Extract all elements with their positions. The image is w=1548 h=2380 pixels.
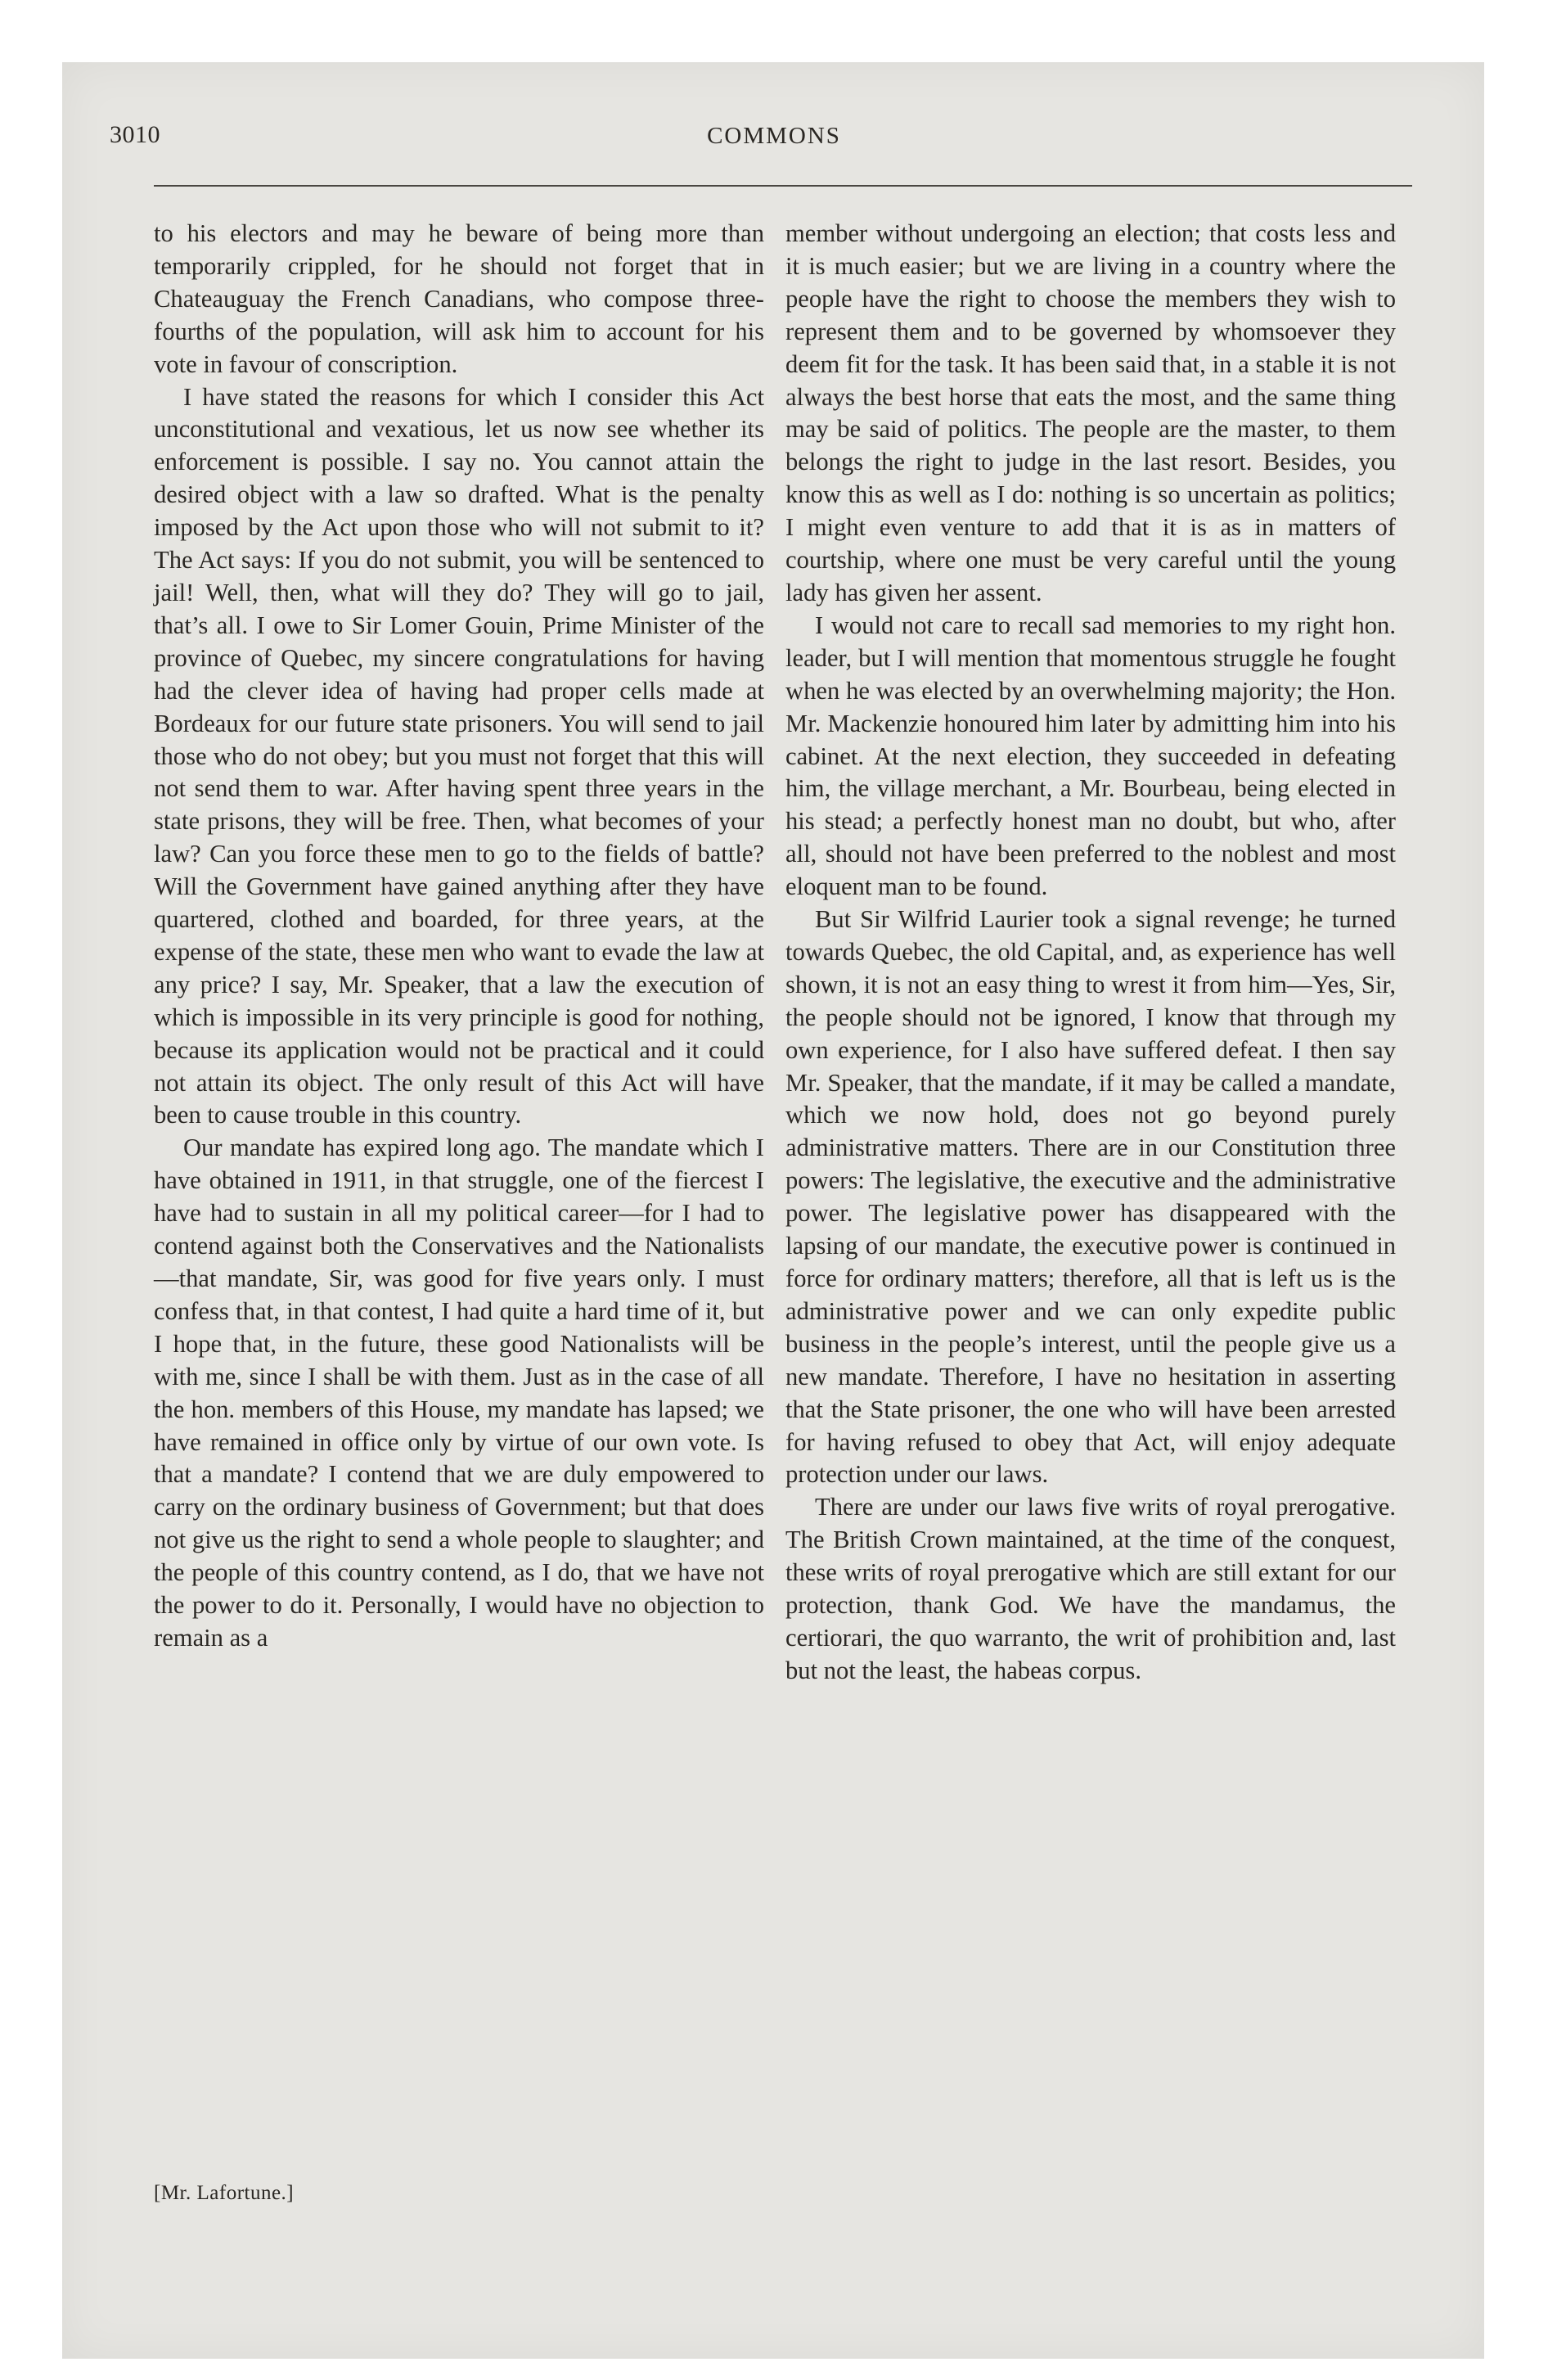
header-rule	[154, 185, 1412, 187]
speaker-footer: [Mr. Lafortune.]	[154, 2182, 295, 2204]
paragraph: I would not care to recall sad memories to my right hon. leader, but I will mention that momentous struggle he fought when he was elected by an overwhelming majority; the Hon. Mr. Mackenzie honoured him later by admitting him into his cabinet. At the next election, they succeeded in defeating him, the village merchant, a Mr. Bourbeau, being elected in his stead; a perfectly honest man no doubt, but who, after all, should not have been preferred to the noblest and most eloquent man to be found.	[785, 611, 1396, 901]
right-column	[785, 218, 1396, 1688]
paragraph: There are under our laws five writs of royal prerogative. The British Crown maintained, at the time of the conquest, these writs of royal prerogative which are still extant for our protection, thank God. We have the mandamus, the certiorari, the quo warranto, the writ of prohibition and, last but not the least, the habeas corpus.	[785, 1493, 1396, 1684]
paragraph: to his electors and may he beware of being more than temporarily crippled, for he should not forget that in Chateauguay the French Canadians, who compose three-fourths of the population, will ask him to account for his vote in favour of conscription.	[154, 219, 764, 378]
paragraph: I have stated the reasons for which I consider this Act unconstitutional and vexatious, let us now see whether its enforcement is possible. I say no. You cannot attain the desired object with a law so drafted. What is the penalty imposed by the Act upon those who will not submit to it? The Act says: If you do not submit, you will be sentenced to jail! Well, then, what will they do? They will go to jail, that’s all. I owe to Sir Lomer Gouin, Prime Minister of the province of Quebec, my sincere congratulations for having had the clever idea of having had proper cells made at Bordeaux for our future state prisoners. You will send to jail those who do not obey; but you must not forget that this will not send them to war. After having spent three years in the state prisons, they will be free. Then, what becomes of your law? Can you force these men to go to the fields of battle? Will the Government have gained anything after they have quartered, clothed and boarded, for three years, at the expense of the state, these men who want to evade the law at any price? I say, Mr. Speaker, that a law the execution of which is impossible in its very principle is good for nothing, because its application would not be practical and it could not attain its object. The only result of this Act will have been to cause trouble in this country.	[154, 382, 764, 1129]
left-column	[154, 218, 764, 1655]
paragraph: But Sir Wilfrid Laurier took a signal revenge; he turned towards Quebec, the old Capital, and, as experience has well shown, it is not an easy thing to wrest it from him—Yes, Sir, the people should not be ignored, I know that through my own experience, for I also have suffered defeat. I then say Mr. Speaker, that the mandate, if it may be called a mandate, which we now hold, does not go beyond purely administrative matters. There are in our Constitution three powers: The legislative, the executive and the administrative power. The legislative power has disappeared with the lapsing of our mandate, the executive power is continued in force for ordinary matters; therefore, all that is left us is the administrative power and we can only expedite public business in the people’s interest, until the people give us a new mandate. Therefore, I have no hesitation in asserting that the State prisoner, the one who will have been arrested for having refused to obey that Act, will enjoy adequate protection under our laws.	[785, 905, 1396, 1489]
paragraph: member without undergoing an election; that costs less and it is much easier; but we are living in a country where the people have the right to choose the members they wish to represent them and to be governed by whomsoever they deem fit for the task. It has been said that, in a stable it is not always the best horse that eats the most, and the same thing may be said of politics. The people are the master, to them belongs the right to judge in the last resort. Besides, you know this as well as I do: nothing is so uncertain as politics; I might even venture to add that it is as in matters of courtship, where one must be very careful until the young lady has given her assent.	[785, 219, 1396, 606]
page-number: 3010	[110, 121, 160, 148]
paragraph: Our mandate has expired long ago. The mandate which I have obtained in 1911, in that struggle, one of the fiercest I have had to sustain in all my political career—for I had to contend against both the Conservatives and the Nationalists—that mandate, Sir, was good for five years only. I must confess that, in that contest, I had quite a hard time of it, but I hope that, in the future, these good Nationalists will be with me, since I shall be with them. Just as in the case of all the hon. members of this House, my mandate has lapsed; we have remained in office only by virtue of our own vote. Is that a mandate? I contend that we are duly empowered to carry on the ordinary business of Government; but that does not give us the right to send a whole people to slaughter; and the people of this country contend, as I do, that we have not the power to do it. Personally, I would have no objection to remain as a	[154, 1134, 764, 1652]
running-title: COMMONS	[707, 123, 841, 149]
